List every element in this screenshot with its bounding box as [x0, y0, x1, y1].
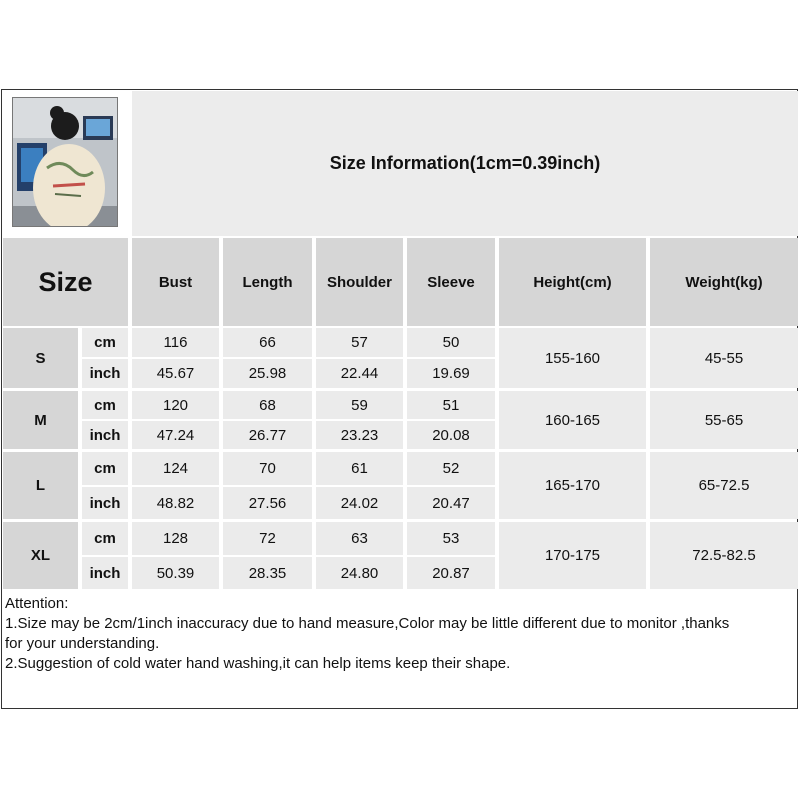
cell-s-shoulder-cm: 57 — [316, 328, 403, 357]
unit-inch-label: inch — [82, 421, 128, 449]
cell-s-bust-inch: 45.67 — [132, 359, 219, 388]
note-line-1-cont: for your understanding. — [5, 635, 160, 652]
cell-m-shoulder-inch: 23.23 — [316, 421, 403, 449]
size-label-l: L — [3, 452, 78, 519]
cell-xl-bust-cm: 128 — [132, 522, 219, 555]
cell-l-shoulder-cm: 61 — [316, 452, 403, 485]
cell-l-sleeve-cm: 52 — [407, 452, 495, 485]
cell-xl-sleeve-inch: 20.87 — [407, 557, 495, 589]
cell-s-sleeve-inch: 19.69 — [407, 359, 495, 388]
cell-m-shoulder-cm: 59 — [316, 391, 403, 419]
cell-s-bust-cm: 116 — [132, 328, 219, 357]
note-line-2: 2.Suggestion of cold water hand washing,it can help items keep their shape. — [5, 655, 511, 672]
cell-xl-shoulder-cm: 63 — [316, 522, 403, 555]
cell-m-sleeve-cm: 51 — [407, 391, 495, 419]
cell-l-length-cm: 70 — [223, 452, 312, 485]
cell-l-length-inch: 27.56 — [223, 487, 312, 519]
cell-l-weight: 65-72.5 — [650, 452, 798, 519]
cell-s-height: 155-160 — [499, 328, 646, 388]
unit-cm-label: cm — [82, 391, 128, 419]
size-header: Size — [3, 238, 128, 326]
cell-m-bust-cm: 120 — [132, 391, 219, 419]
cell-xl-length-cm: 72 — [223, 522, 312, 555]
cell-xl-shoulder-inch: 24.80 — [316, 557, 403, 589]
size-label-m: M — [3, 391, 78, 449]
cell-s-length-inch: 25.98 — [223, 359, 312, 388]
bust-header: Bust — [132, 238, 219, 326]
cell-m-height: 160-165 — [499, 391, 646, 449]
cell-s-shoulder-inch: 22.44 — [316, 359, 403, 388]
cell-s-weight: 45-55 — [650, 328, 798, 388]
size-label-s: S — [3, 328, 78, 388]
length-header: Length — [223, 238, 312, 326]
cell-m-weight: 55-65 — [650, 391, 798, 449]
cell-xl-height: 170-175 — [499, 522, 646, 589]
cell-l-height: 165-170 — [499, 452, 646, 519]
cell-m-length-cm: 68 — [223, 391, 312, 419]
product-photo — [12, 97, 118, 227]
unit-cm-label: cm — [82, 328, 128, 357]
sleeve-header: Sleeve — [407, 238, 495, 326]
unit-inch-label: inch — [82, 359, 128, 388]
shoulder-header: Shoulder — [316, 238, 403, 326]
cell-l-bust-cm: 124 — [132, 452, 219, 485]
cell-xl-sleeve-cm: 53 — [407, 522, 495, 555]
cell-l-sleeve-inch: 20.47 — [407, 487, 495, 519]
unit-inch-label: inch — [82, 557, 128, 589]
cell-s-sleeve-cm: 50 — [407, 328, 495, 357]
cell-s-length-cm: 66 — [223, 328, 312, 357]
cell-xl-weight: 72.5-82.5 — [650, 522, 798, 589]
cell-xl-bust-inch: 50.39 — [132, 557, 219, 589]
note-line-1: 1.Size may be 2cm/1inch inaccuracy due to hand measure,Color may be little different due to monitor ,thanks — [5, 615, 730, 632]
unit-cm-label: cm — [82, 452, 128, 485]
cell-l-bust-inch: 48.82 — [132, 487, 219, 519]
chart-title: Size Information(1cm=0.39inch) — [132, 91, 798, 236]
cell-m-length-inch: 26.77 — [223, 421, 312, 449]
unit-cm-label: cm — [82, 522, 128, 555]
height-header: Height(cm) — [499, 238, 646, 326]
cell-l-shoulder-inch: 24.02 — [316, 487, 403, 519]
cell-m-sleeve-inch: 20.08 — [407, 421, 495, 449]
notes-heading: Attention: — [5, 595, 69, 612]
weight-header: Weight(kg) — [650, 238, 798, 326]
cell-xl-length-inch: 28.35 — [223, 557, 312, 589]
attention-notes — [5, 594, 790, 674]
size-label-xl: XL — [3, 522, 78, 589]
cell-m-bust-inch: 47.24 — [132, 421, 219, 449]
unit-inch-label: inch — [82, 487, 128, 519]
